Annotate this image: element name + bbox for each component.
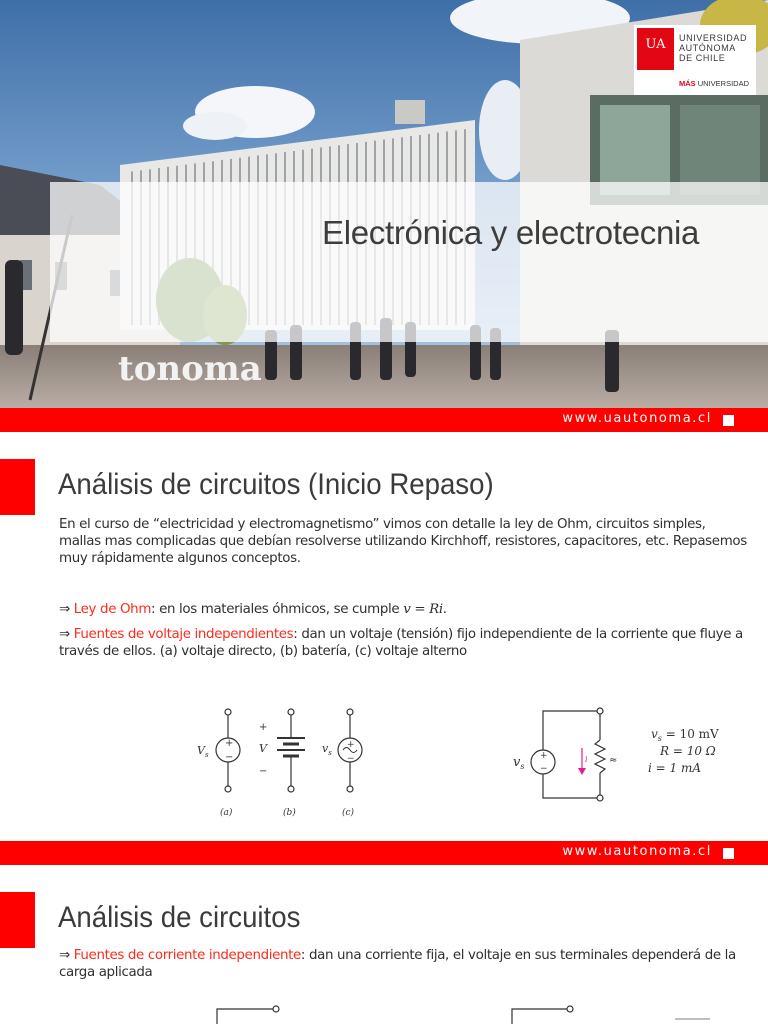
- figure-label-b: (b): [283, 808, 296, 818]
- resistor-symbol: ≈: [609, 755, 618, 766]
- bullet-current-sources: [59, 947, 749, 981]
- equation-vs: $v_s = 10$ mV: [651, 727, 719, 743]
- bullet-text: : dan un voltaje (tensión) fijo independiente de la corriente que fluye a través de ellos. (a) voltaje directo, (b) batería, (c) voltaje alterno: [59, 627, 743, 659]
- plus-sign: +: [540, 751, 548, 761]
- current-label: i: [585, 755, 588, 764]
- slide-title: Análisis de circuitos (Inicio Repaso): [58, 468, 494, 501]
- bullet-end: .: [442, 602, 447, 617]
- photo-signage: tonoma: [118, 349, 262, 389]
- bullet-text: : dan una corriente fija, el voltaje en sus terminales dependerá de la carga aplicada: [59, 948, 736, 980]
- footer-bar: [0, 408, 768, 432]
- footer-square-icon: [723, 415, 734, 426]
- footer-url[interactable]: www.uautonoma.cl: [562, 411, 712, 426]
- minus-sign: −: [347, 754, 355, 764]
- footer-bar: [0, 841, 768, 865]
- equation-r: R = 10 Ω: [660, 744, 716, 758]
- voltage-sources-figure: [185, 700, 385, 824]
- bullet-text: : en los materiales óhmicos, se cumple: [151, 602, 404, 617]
- slide-ohm-law: [0, 432, 768, 865]
- intro-paragraph: En el curso de “electricidad y electromagnetismo” vimos con detalle la ley de Ohm, circuitos simples, mallas mas complicadas que debían resolverse utilizando Kirchhoff, resistores, capacitores, etc. Repasemos muy rápidamente algunos conceptos.: [59, 517, 747, 566]
- bullet-arrow-icon: ⇒: [59, 602, 70, 617]
- source-label-a: $V_s$: [197, 744, 209, 759]
- minus-sign: −: [259, 766, 268, 777]
- bullet-highlight: Fuentes de corriente independiente: [73, 948, 301, 963]
- logo-name-line: AUTÓNOMA: [679, 43, 736, 53]
- source-label-c: $v_s$: [322, 742, 332, 757]
- bullet-arrow-icon: ⇒: [59, 627, 70, 642]
- battery-label-b: V: [259, 742, 267, 755]
- logo-tagline: [679, 79, 749, 88]
- presentation-title: Electrónica y electrotecnia: [322, 214, 700, 251]
- bullet-ohm-law: [59, 601, 749, 618]
- equation-i: i = 1 mA: [648, 761, 702, 775]
- logo-crest: [637, 28, 674, 70]
- plus-sign: +: [347, 740, 355, 750]
- current-source-figures: [205, 1001, 715, 1024]
- ohm-equation: v = Ri: [403, 602, 443, 617]
- title-band: [50, 182, 768, 342]
- figure-label-a: (a): [220, 808, 233, 818]
- university-logo: [634, 25, 756, 95]
- circuit-source-label: $v_s$: [513, 755, 525, 771]
- cover-slide: [0, 0, 768, 432]
- plus-sign: +: [225, 738, 234, 749]
- minus-sign: −: [225, 752, 234, 763]
- title-accent-bar: [0, 892, 35, 948]
- bullet-highlight: Fuentes de voltaje independientes: [73, 627, 294, 642]
- logo-name-line: UNIVERSIDAD: [679, 33, 748, 43]
- figure-label-c: (c): [342, 808, 355, 818]
- bullet-highlight: Ley de Ohm: [73, 602, 152, 617]
- plus-sign: +: [259, 722, 268, 733]
- title-accent-bar: [0, 459, 35, 515]
- ohm-circuit-diagram: [505, 704, 730, 804]
- logo-crest-text: UA: [645, 37, 666, 52]
- bullet-arrow-icon: ⇒: [59, 948, 70, 963]
- logo-university-name: [679, 33, 753, 63]
- slide-current-sources: [0, 865, 768, 1024]
- slide-title: Análisis de circuitos: [58, 901, 301, 934]
- bullet-voltage-sources: [59, 626, 749, 660]
- footer-square-icon: [723, 848, 734, 859]
- footer-url[interactable]: www.uautonoma.cl: [562, 844, 712, 859]
- logo-tagline-rest: UNIVERSIDAD: [695, 79, 750, 88]
- minus-sign: −: [540, 764, 548, 774]
- logo-name-line: DE CHILE: [679, 53, 726, 63]
- logo-tagline-bold: MÁS: [679, 79, 696, 88]
